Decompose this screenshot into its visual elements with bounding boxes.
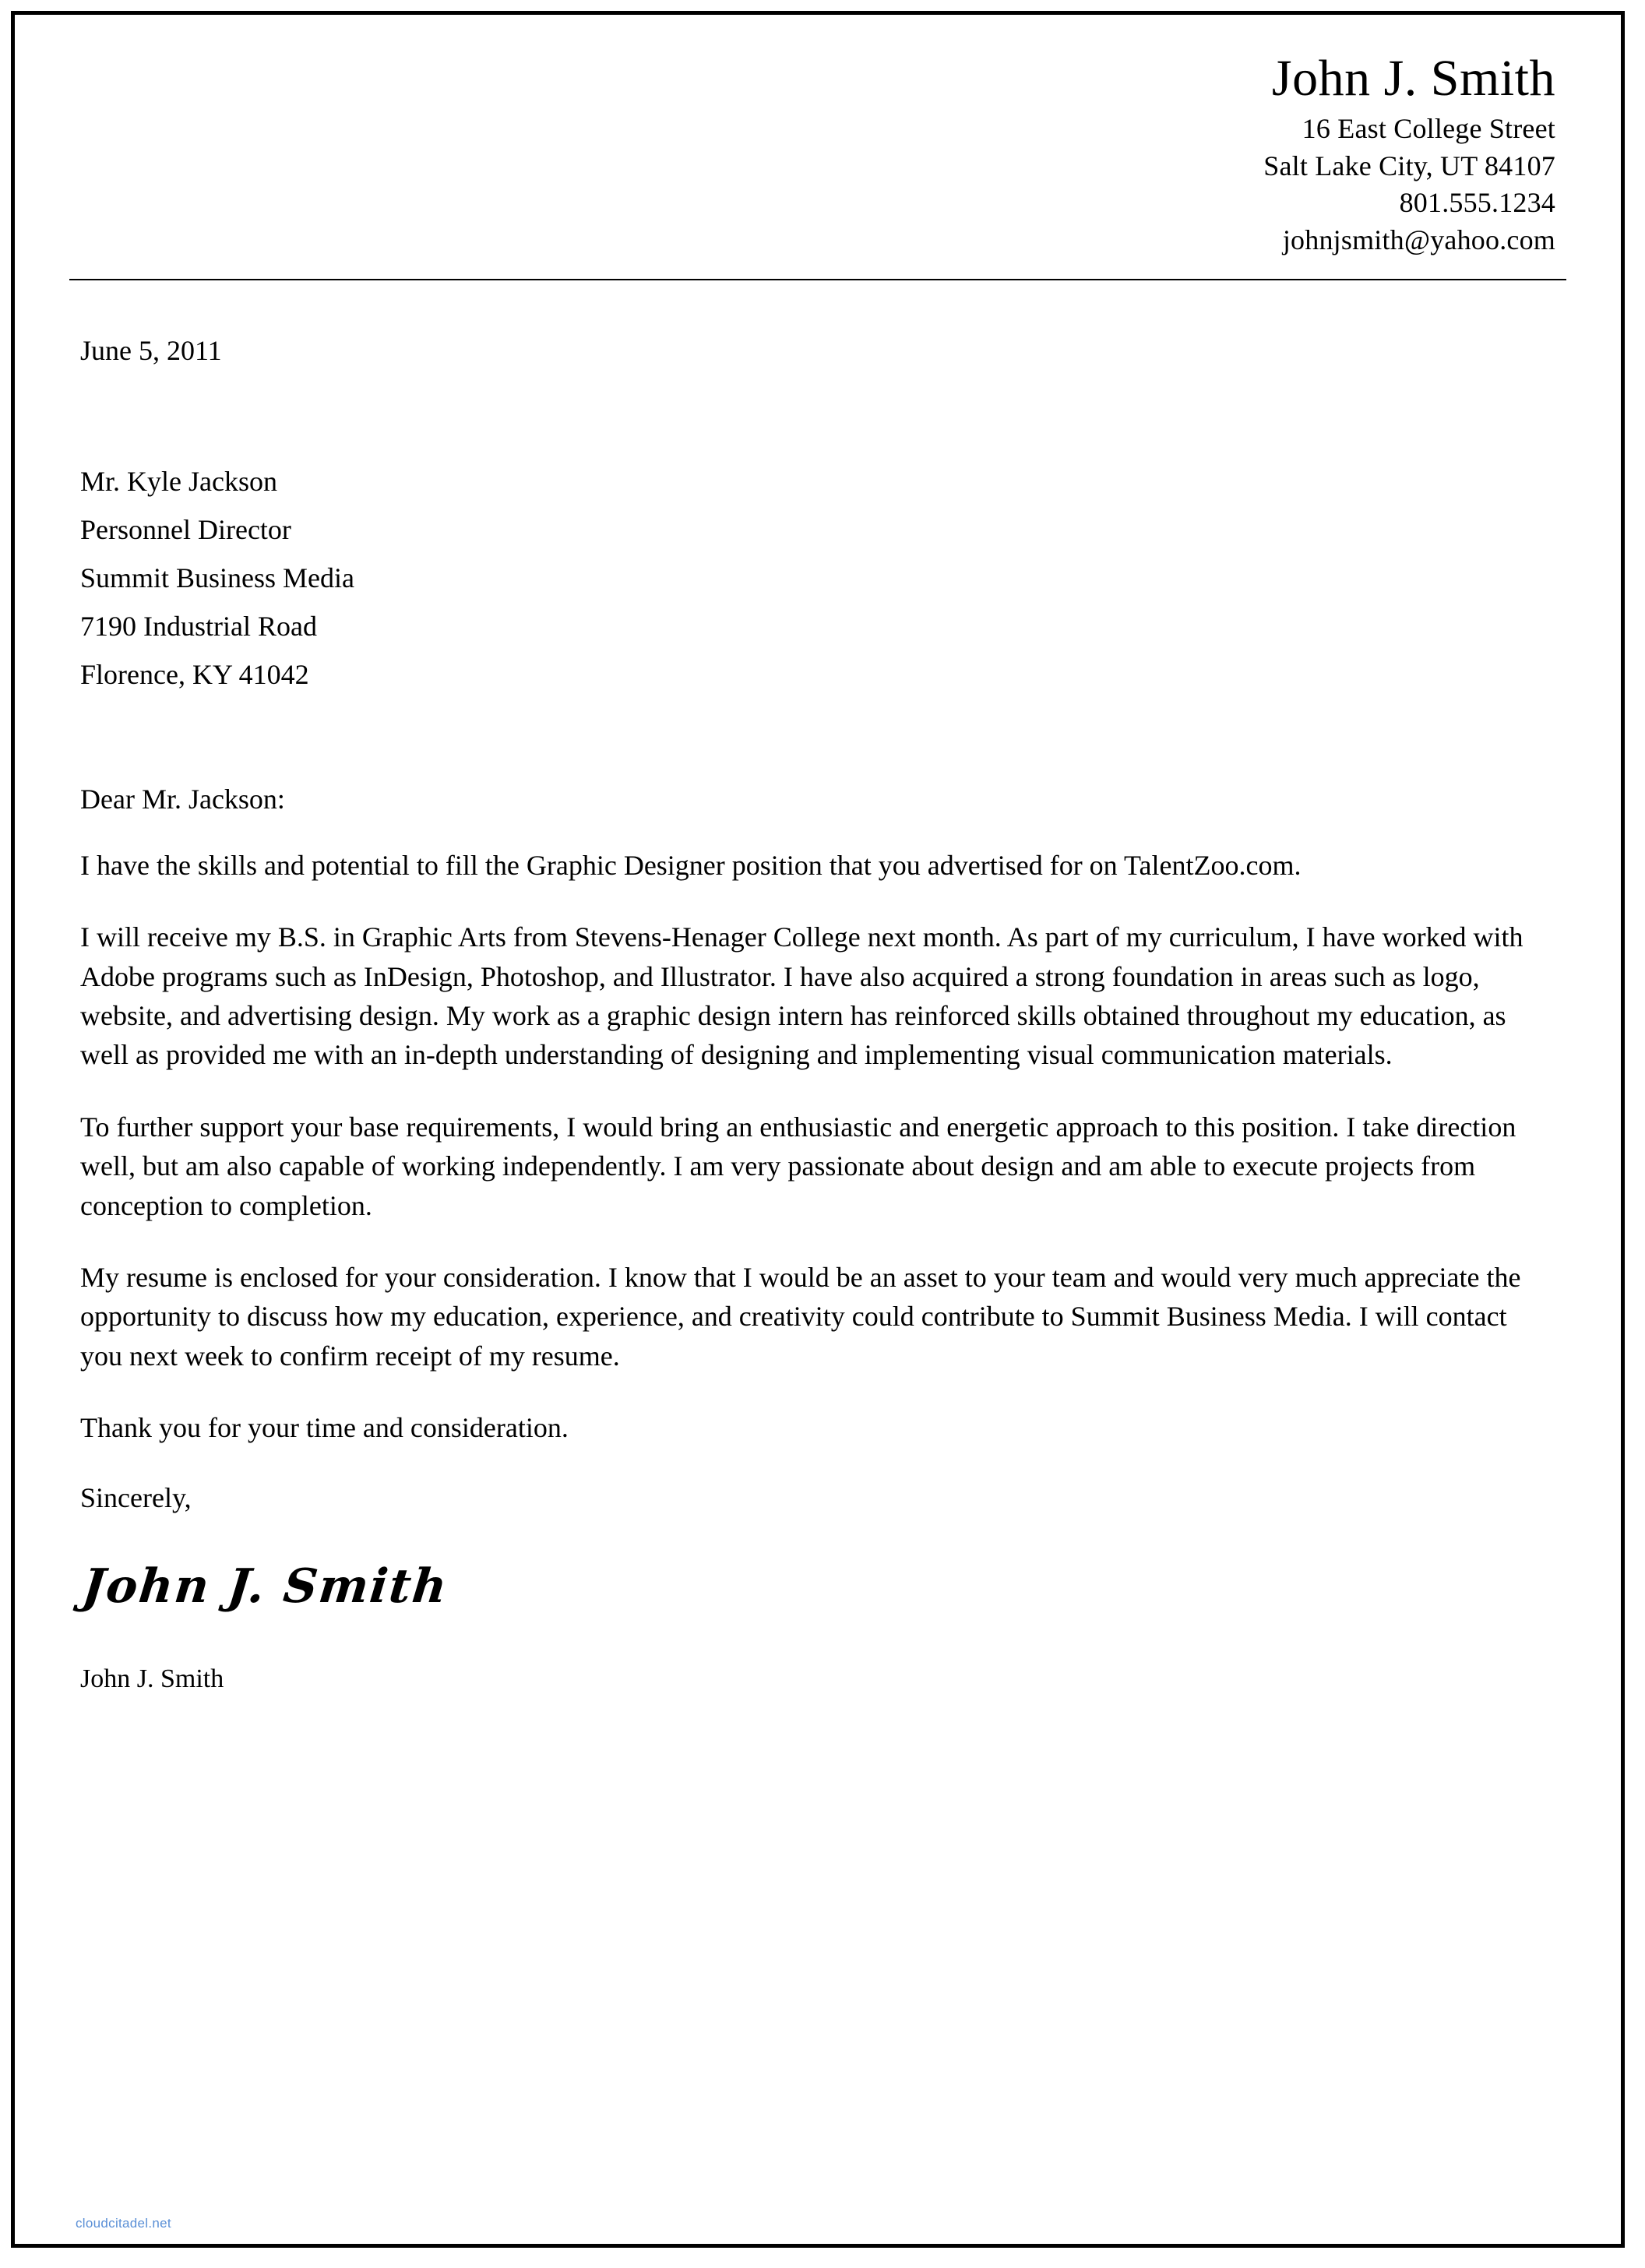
recipient-title: Personnel Director (80, 514, 291, 546)
letterhead-email: johnjsmith@yahoo.com (1282, 224, 1555, 255)
body-paragraph-2: I will receive my B.S. in Graphic Arts from Stevens-Henager College next month. As part of my curriculum, I have worked with Adobe programs such as InDesign, Photoshop, and Illustrator. I have also acquired a strong foundation in areas such as logo, website, and advertising design. My work as a graphic design intern has reinforced skills obtained throughout my education, as well as provided me with an in-depth understanding of designing and implementing visual communication materials. (80, 921, 1523, 1071)
signature-script: John J. Smith (79, 1558, 451, 1614)
body-paragraph-4: My resume is enclosed for your consideration. I know that I would be an asset to your team and would very much appreciate the opportunity to discuss how my education, experience, and creativity could contribute to Summit Business Media. I will contact you next week to confirm receipt of my resume. (80, 1261, 1521, 1372)
letter-page (11, 11, 1625, 2248)
header-divider (69, 279, 1566, 280)
recipient-name: Mr. Kyle Jackson (80, 466, 277, 498)
letterhead (69, 51, 1566, 259)
recipient-street: 7190 Industrial Road (80, 611, 317, 643)
letter-inner (15, 15, 1621, 2244)
letterhead-address-line1: 16 East College Street (1302, 113, 1555, 145)
salutation: Dear Mr. Jackson: (80, 783, 285, 815)
body-paragraph-5: Thank you for your time and consideration. (80, 1412, 569, 1444)
signer-name: John J. Smith (80, 1664, 224, 1693)
recipient-company: Summit Business Media (80, 562, 355, 594)
letterhead-address-line2: Salt Lake City, UT 84107 (1263, 150, 1555, 181)
body-paragraph-3: To further support your base requirements, I would bring an enthusiastic and energetic approach to this position. I take direction well, but am also capable of working independently. I am very passionate about design and am able to execute projects from conception to completion. (80, 1111, 1516, 1221)
recipient-city-state-zip: Florence, KY 41042 (80, 658, 309, 690)
body-paragraph-1: I have the skills and potential to fill the Graphic Designer position that you advertised for on TalentZoo.com. (80, 849, 1302, 881)
letterhead-name: John J. Smith (1271, 50, 1555, 107)
letterhead-phone: 801.555.1234 (1399, 187, 1555, 219)
letter-body (69, 336, 1566, 1692)
closing: Sincerely, (80, 1481, 192, 1513)
letter-date: June 5, 2011 (80, 335, 222, 367)
watermark-label: cloudcitadel.net (76, 2216, 171, 2231)
recipient-block (80, 458, 1552, 699)
